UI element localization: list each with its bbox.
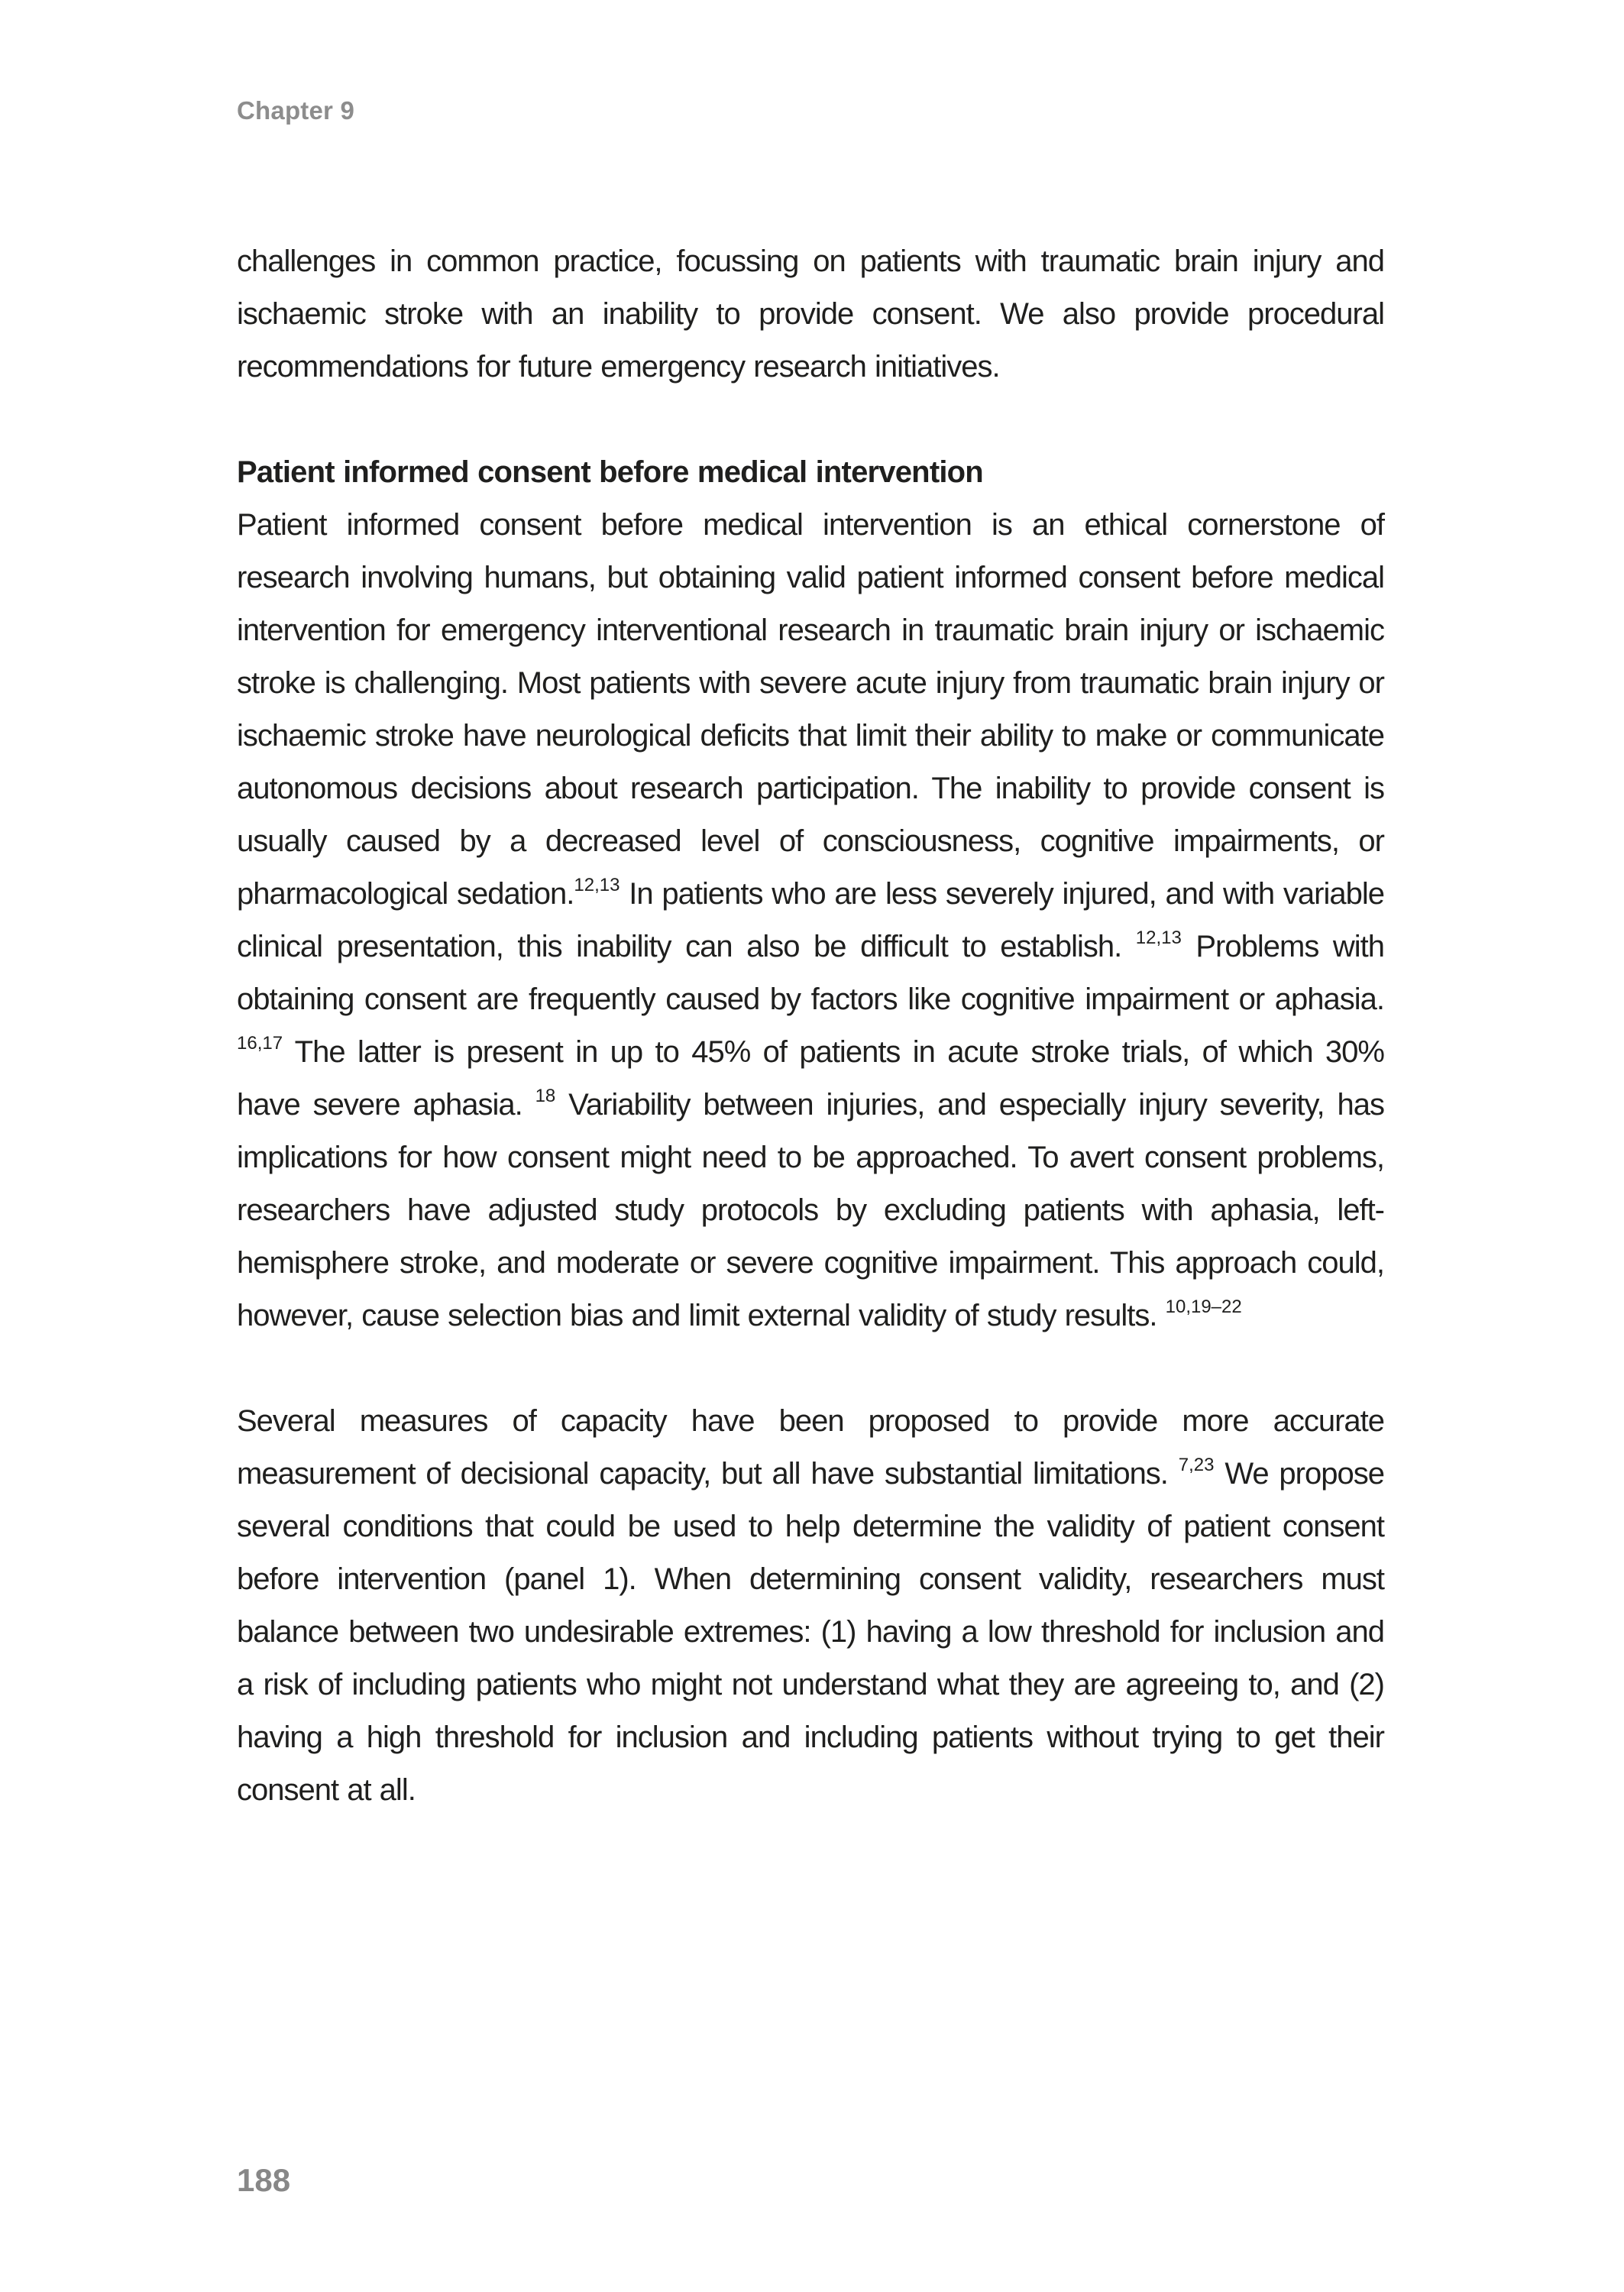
paragraph-consent: Patient informed consent before medical intervention is an ethical cornerstone of research involving humans, but obtaining valid patient informed consent before medical intervention for emergency interventional research in traumatic brain injury or ischaemic stroke is challenging. Most patients with severe acute injury from traumatic brain injury or ischaemic stroke have neurological deficits that limit their ability to make or communicate autonomous decisions about research participation. The inability to provide consent is usually caused by a decreased level of consciousness, cognitive impairments, or pharmacological sedation.$^{12,13}$ In patients who are less severely injured, and with variable clinical presentation, this inability can also be difficult to establish. $^{12,13}$ Problems with obtaining consent are frequently caused by factors like cognitive impairment or aphasia. $^{16,17}$ The latter is present in up to 45% of patients in acute stroke trials, of which 30% have severe aphasia. $^{18}$ Variability between injuries, and especially injury severity, has implications for how consent might need to be approached. To avert consent problems, researchers have adjusted study protocols by excluding patients with aphasia, left-hemisphere stroke, and moderate or severe cognitive impairment. This approach could, however, cause selection bias and limit external validity of study results. $^{10,19-22}$	[237, 508, 1385, 1332]
reference-superscript: 12,13	[574, 875, 620, 895]
running-header-chapter: Chapter 9	[237, 96, 355, 125]
page-number: 188	[237, 2162, 291, 2198]
paragraph-intro: challenges in common practice, focussing on patients with traumatic brain injury and ischaemic stroke with an inability to provide consent. We also provide procedural recommendations for future emergency research initiatives.	[237, 244, 1384, 384]
reference-superscript: 18	[535, 1086, 556, 1106]
section-heading: Patient informed consent before medical intervention	[237, 455, 983, 489]
reference-superscript: 10,19–22	[1165, 1297, 1242, 1317]
paragraph-capacity: Several measures of capacity have been proposed to provide more accurate measurement of decisional capacity, but all have substantial limitations. $^{7,23}$ We propose several conditions that could be used to help determine the validity of patient consent before intervention (panel 1). When determining consent validity, researchers must balance between two undesirable extremes: (1) having a low threshold for inclusion and a risk of including patients who might not understand what they are agreeing to, and (2) having a high threshold for inclusion and including patients without trying to get their consent at all.	[237, 1404, 1384, 1807]
reference-superscript: 7,23	[1178, 1455, 1215, 1475]
reference-superscript: 12,13	[1135, 927, 1182, 948]
text-column	[237, 235, 1384, 1817]
reference-superscript: 16,17	[237, 1033, 283, 1054]
